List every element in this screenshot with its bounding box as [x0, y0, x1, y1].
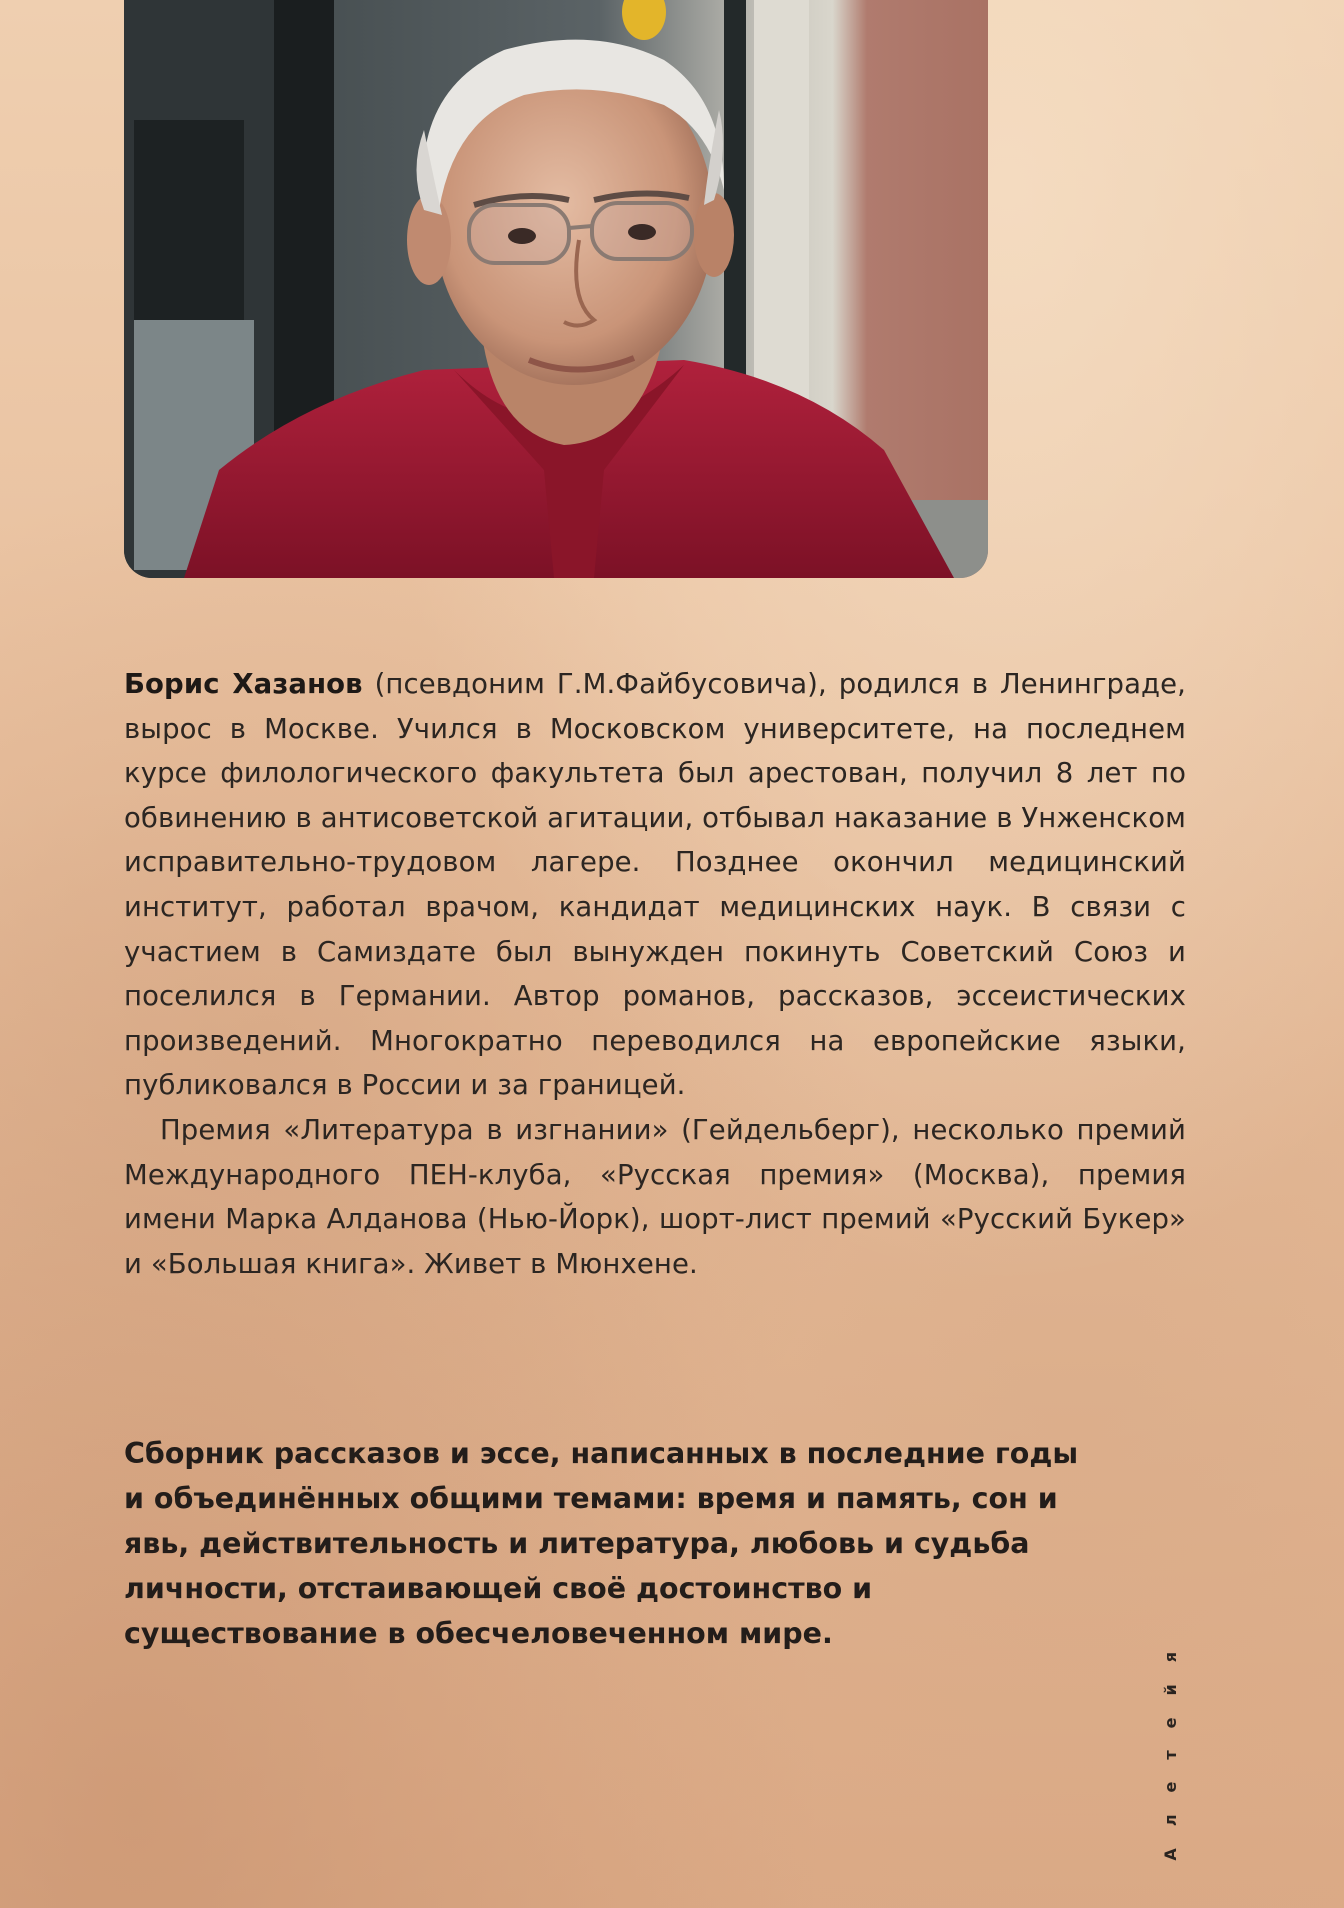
- author-bio-text: (псевдоним Г.М.Файбусовича), родился в Ленинграде, вырос в Москве. Учился в Московском университете, на последнем курсе филологического факультета был арестован, получил 8 лет по обвинению в антисоветской агитации, отбывал наказание в Унженском исправительно-трудовом лагере. Позднее окончил медицинский институт, работал врачом, кандидат медицинских наук. В связи с участием в Самиздате был вынужден покинуть Советский Союз и поселился в Германии. Автор романов, рассказов, эссеистических произведений. Многократно переводился на европейские языки, публиковался в России и за границей.: [124, 668, 1186, 1102]
- author-bio-paragraph: [124, 662, 1186, 1108]
- author-photo: [124, 0, 988, 578]
- book-summary: Сборник рассказов и эссе, написанных в последние годы и объединённых общими темами: время и память, сон и явь, действительность и литература, любовь и судьба личности, отстаивающей своё достоинство и существование в обесчеловеченном мире.: [124, 1437, 1079, 1650]
- author-name: Борис Хазанов: [124, 668, 363, 700]
- publisher-name: Алетейя: [1161, 1630, 1180, 1861]
- author-awards: Премия «Литература в изгнании» (Гейдельберг), несколько премий Международного ПЕН-клуба, «Русская премия» (Москва), премия имени Марка Алданова (Нью-Йорк), шорт-лист премий «Русский Букер» и «Большая книга». Живет в Мюнхене.: [124, 1113, 1186, 1280]
- author-bio: [124, 662, 1186, 1286]
